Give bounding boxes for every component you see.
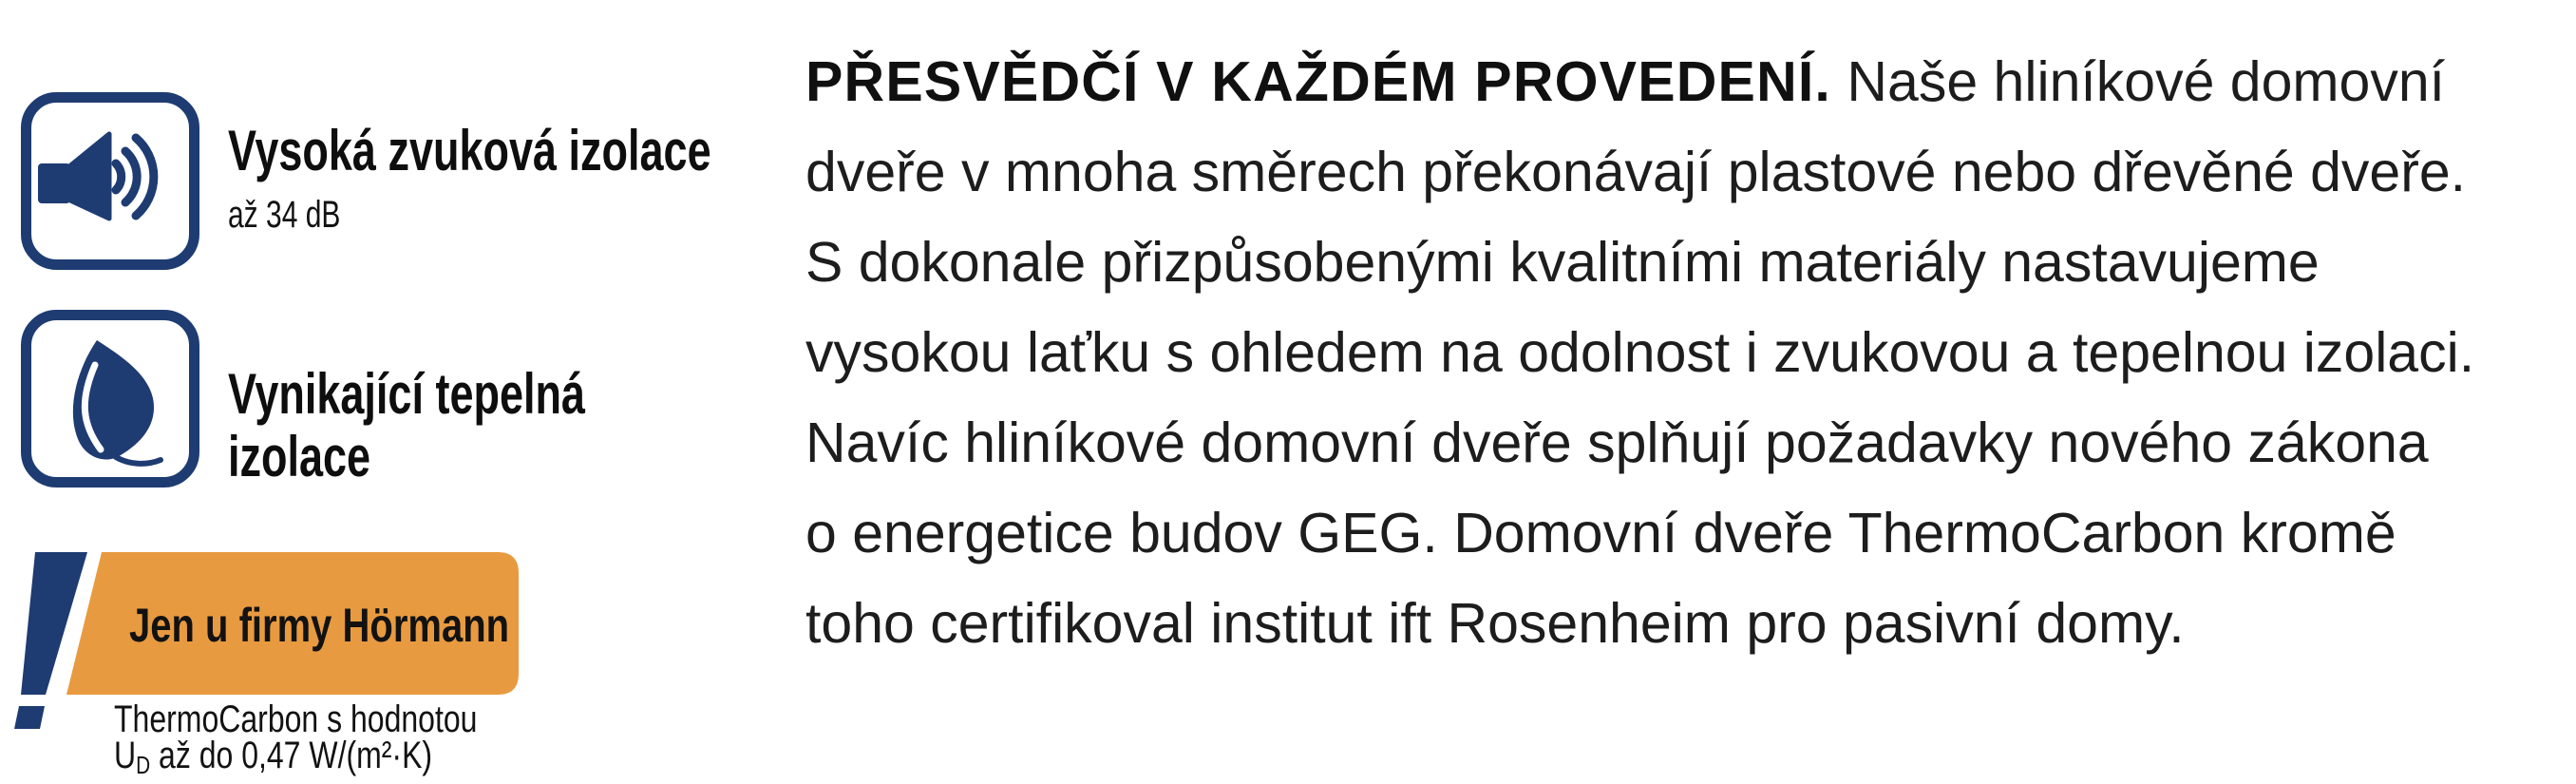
paragraph-line-6: o energetice budov GEG. Domovní dveře ThermoCarbon kromě	[805, 502, 2396, 564]
paragraph-line-5: Navíc hliníkové domovní dveře splňují požadavky nového zákona	[805, 411, 2429, 474]
feature-sound-value-text: až 34 dB	[228, 194, 341, 236]
badge-notes	[114, 698, 568, 779]
badge-note-line1: ThermoCarbon s hodnotou	[114, 698, 478, 740]
paragraph-line-7: toho certifikoval institut ift Rosenheim pro pasivní domy.	[805, 592, 2185, 655]
paragraph-line-4: vysokou laťku s ohledem na odolnost i zvukovou a tepelnou izolaci.	[805, 321, 2475, 384]
badge-title	[82, 599, 510, 652]
feature-thermal-label-line1: Vynikající tepelná	[228, 362, 585, 426]
badge-notes-text	[114, 698, 478, 779]
feature-sound-label-text: Vysoká zvuková izolace	[228, 119, 711, 182]
feature-thermal-label-text	[228, 363, 585, 488]
feature-sound-value	[228, 196, 378, 234]
speaker-icon	[21, 92, 199, 270]
paragraph-line-3: S dokonale přizpůsobenými kvalitními materiály nastavujeme	[805, 231, 2320, 294]
exclamation-dot	[14, 706, 45, 729]
badge-note-u: U	[114, 735, 137, 776]
badge-title-text: Jen u firmy Hörmann	[129, 599, 510, 652]
paragraph-line-2: dveře v mnoha směrech překonávají plastové nebo dřevěné dveře.	[805, 141, 2467, 203]
badge-note-value: až do 0,47 W/(m²·K)	[150, 735, 433, 776]
feature-sound-insulation	[21, 92, 199, 270]
body-paragraph	[805, 37, 2553, 669]
leaf-icon	[21, 310, 199, 488]
paragraph-lead-rest: Naše hliníkové domovní	[1831, 50, 2446, 113]
paragraph-lead: PŘESVĚDČÍ V KAŽDÉM PROVEDENÍ.	[805, 50, 1832, 113]
feature-thermal-insulation	[21, 310, 199, 488]
feature-thermal-label	[228, 363, 704, 488]
feature-sound-label	[228, 119, 872, 182]
paragraph-line-1	[805, 37, 2553, 127]
feature-thermal-label-line2: izolace	[228, 425, 371, 488]
badge-note-subscript: D	[136, 751, 151, 779]
badge-note-line2	[114, 735, 477, 779]
